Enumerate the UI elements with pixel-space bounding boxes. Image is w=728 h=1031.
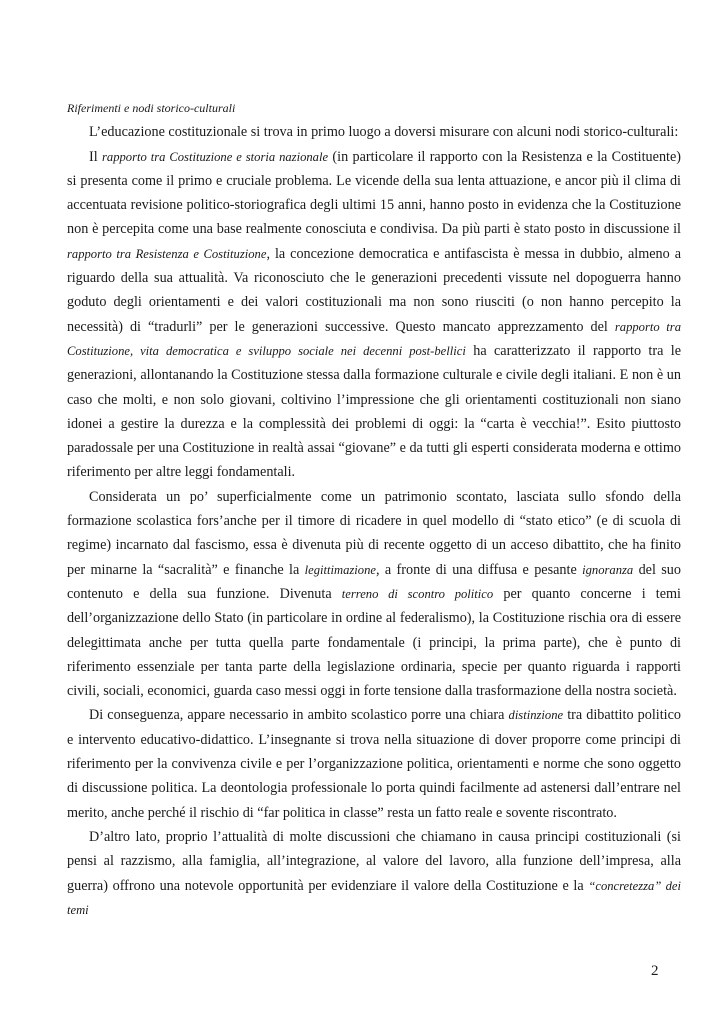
document-body <box>67 96 681 922</box>
paragraph-4 <box>67 825 681 922</box>
paragraph-2 <box>67 485 681 704</box>
text-run: , la concezione democratica e antifascista è messa in dubbio, almeno a riguardo della sua attualità. Va riconosciuto che le generazioni precedenti vissute nel dopoguerra hanno goduto degli orientamenti e dei valori costituzionali ma non sono riusciti (o non hanno percepito la necessità) di “tradurli” per le generazioni successive. Questo mancato apprezzamento del <box>67 245 681 335</box>
text-run: Di conseguenza, appare necessario in ambito scolastico porre una chiara <box>89 707 509 724</box>
text-run: Il <box>89 148 102 165</box>
paragraph-1 <box>67 145 681 485</box>
text-run: , a fronte di una diffusa e pesante <box>375 561 583 578</box>
text-run: D’altro lato, proprio l’attualità di molte discussioni che chiamano in causa principi costituzionali (si pensi al razzismo, alla famiglia, all’integrazione, al valore del lavoro, alla funzione dell’impresa, alla guerra) offrono una notevole opportunità per evidenziare il valore della Costituzione e la <box>67 828 681 894</box>
text-run: Considerata un po’ superficialmente come un patrimonio scontato, lasciata sullo sfondo della formazione scolastica fors’anche per il timore di ricadere in quel modello di “stato etico” (e di scuola di regime) incarnato dal fascismo, essa è divenuta più di recente oggetto di un acceso dibattito, che ha finito per minarne la “sacralità” e finanche la <box>67 488 681 578</box>
text-run: del suo contenuto e della sua funzione. Divenuta <box>67 561 681 602</box>
section-heading: Riferimenti e nodi storico-culturali <box>67 101 236 115</box>
text-run: per quanto concerne i temi dell’organizzazione dello Stato (in particolare in ordine al federalismo), la Costituzione rischia ora di essere delegittimata anche per tutta quella parte fondamentale (i principi, la prima parte), che è punto di riferimento essenziale per tanta parte della legislazione ordinaria, specie per quanto riguarda i rapporti civili, sociali, economici, guarda caso messi oggi in forte tensione dalla trasformazione della nostra società. <box>67 585 681 700</box>
emphasis: terreno di scontro politico <box>341 586 494 601</box>
page-number: 2 <box>651 963 659 979</box>
emphasis: legittimazione <box>304 562 376 577</box>
text-run: ha caratterizzato il rapporto tra le generazioni, allontanando la Costituzione stessa dalla formazione culturale e civile degli italiani. E non è un caso che molti, e non solo giovani, coltivino l’impressione che gli orientamenti costituzionali non siano idonei a gestire la durezza e la complessità dei problemi di oggi: la “carta è vecchia!”. Esito piuttosto paradossale per una Costituzione in realtà assai “giovane” e da tutti gli esperti considerata moderna e ottimo riferimento per altre leggi fondamentali. <box>67 342 681 481</box>
emphasis: distinzione <box>508 708 564 723</box>
intro-paragraph: L’educazione costituzionale si trova in primo luogo a doversi misurare con alcuni nodi storico-culturali: <box>89 124 679 141</box>
emphasis: rapporto tra Costituzione, vita democratica e sviluppo sociale nei decenni post-bellici <box>67 319 681 358</box>
text-run: tra dibattito politico e intervento educativo-didattico. L’insegnante si trova nella situazione di dover proporre come principi di riferimento per la convivenza civile e per l’organizzazione politica, orientamenti e norme che sono oggetto di discussione politica. La deontologia professionale lo porta quindi facilmente ad astenersi dall’entrare nel merito, anche perché il rischio di “far politica in classe” resta un fatto reale e sovente riscontrato. <box>67 707 681 821</box>
emphasis: “concretezza” dei temi <box>67 878 681 917</box>
emphasis: rapporto tra Costituzione e storia nazionale <box>102 149 329 164</box>
paragraph-3 <box>67 703 681 824</box>
emphasis: ignoranza <box>582 562 634 577</box>
emphasis: rapporto tra Resistenza e Costituzione <box>67 246 267 261</box>
text-run: (in particolare il rapporto con la Resistenza e la Costituente) si presenta come il primo e cruciale problema. Le vicende della sua lenta attuazione, e ancor più il clima di accentuata revisione politico-storiografica degli ultimi 15 anni, hanno posto in evidenza che la Costituzione non è percepita come una base realmente conosciuta e condivisa. Da più parti è stato posto in discussione il <box>67 148 682 238</box>
